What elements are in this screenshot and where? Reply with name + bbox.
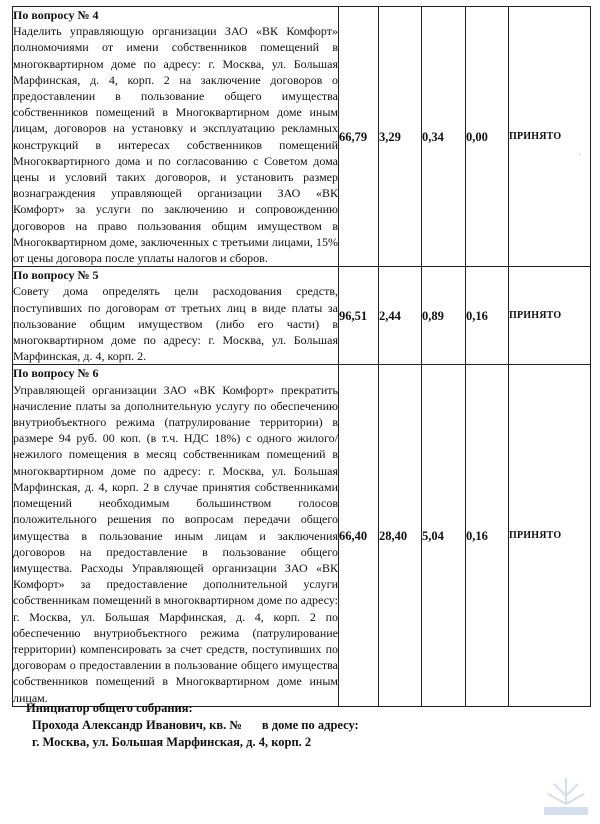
question-title: По вопросу № 6 [13,366,99,381]
vote-for-percent: 66,79 [339,7,379,267]
table-row-question-6 [13,365,591,706]
vote-against-percent: 2,44 [379,267,422,365]
vote-invalid-percent: 0,16 [466,365,509,706]
question-title: По вопросу № 4 [13,8,99,22]
initiator-name-line [26,717,359,734]
initiator-heading: Инициатор общего собрания: [26,701,193,715]
question-text: Наделить управляющую организации ЗАО «ВК Комфорт» полномочиями от имени собственников помещений в многоквартирном доме по адресу: г. Москва, ул. Большая Марфинская, д. 4, корп. 2 на заключение договоров о предоставлении в пользование общего имущества собственников помещений в Многоквартирном доме иным лицам, договоров на установку и эксплуатацию рекламных конструкций в интересах собственников помещений Многоквартирного дома и по согласованию с Советом дома цены и условий таких договоров, и установить размер вознаграждения управляющей организации ЗАО «ВК Комфорт» за услуги по заключению и сопровождению договоров на право пользования общим имуществом в Многоквартирном доме, заключенных с третьими лицами, 15% от цены договора после уплаты налогов и сборов. [13,24,338,266]
vote-for-percent: 66,40 [339,365,379,706]
watermark-logo-icon [540,774,592,818]
initiator-address: г. Москва, ул. Большая Марфинская, д. 4, корп. 2 [32,735,312,749]
vote-abstain-percent: 0,34 [422,7,466,267]
vote-invalid-percent: 0,16 [466,267,509,365]
decision-status: ПРИНЯТО [509,267,591,365]
question-cell [13,267,339,365]
decision-status: ПРИНЯТО [509,7,591,267]
vote-abstain-percent: 0,89 [422,267,466,365]
question-title: По вопросу № 5 [13,268,99,283]
initiator-address-intro: в доме по адресу: [261,718,359,732]
decision-status: ПРИНЯТО [509,365,591,706]
scan-speck: · [578,150,581,159]
vote-for-percent: 96,51 [339,267,379,365]
vote-against-percent: 3,29 [379,7,422,267]
table-row-question-5 [13,267,591,365]
question-text: Совету дома определять цели расходования средств, поступивших по договорам от третьих лиц в виде платы за пользование общим имуществом (либо его части) в многоквартирном доме по адресу: г. Москва, ул. Большая Марфинская, д. 4, корп. 2. [13,284,338,364]
vote-invalid-percent: 0,00 [466,7,509,267]
voting-results-table [12,6,591,707]
question-text: Управляющей организации ЗАО «ВК Комфорт» прекратить начисление платы за дополнительную услугу по обеспечению внутриобъектного режима (патрулирование территории) в размере 94 руб. 00 коп. (в т.ч. НДС 18%) с одного жилого/нежилого помещения в месяц собственникам помещений в многоквартирном доме по адресу: г. Москва, ул. Большая Марфинская, д. 4, корп. 2 в случае принятия собственниками помещений необходимым большинством голосов положительного решения по вопросам передачи общего имущества в пользование иным лицам и заключения договоров на предоставление в пользование общего имущества. Расходы Управляющей организации ЗАО «ВК Комфорт» за предоставление дополнительной услуги собственникам помещений в многоквартирном доме по адресу: г. Москва, ул. Большая Марфинская, д. 4, корп. 2 по обеспечению внутриобъектного режима (патрулирование территории) компенсировать за счет средств, поступивших по договорам о предоставлении в пользование общего имущества собственников помещений в Многоквартирном доме иным лицам. [13,382,338,705]
question-cell [13,7,339,267]
table-row-question-4 [13,7,591,267]
initiator-name: Прохода Александр Иванович, кв. № [32,718,242,732]
question-cell [13,365,339,706]
initiator-block [26,700,359,751]
vote-against-percent: 28,40 [379,365,422,706]
vote-abstain-percent: 5,04 [422,365,466,706]
